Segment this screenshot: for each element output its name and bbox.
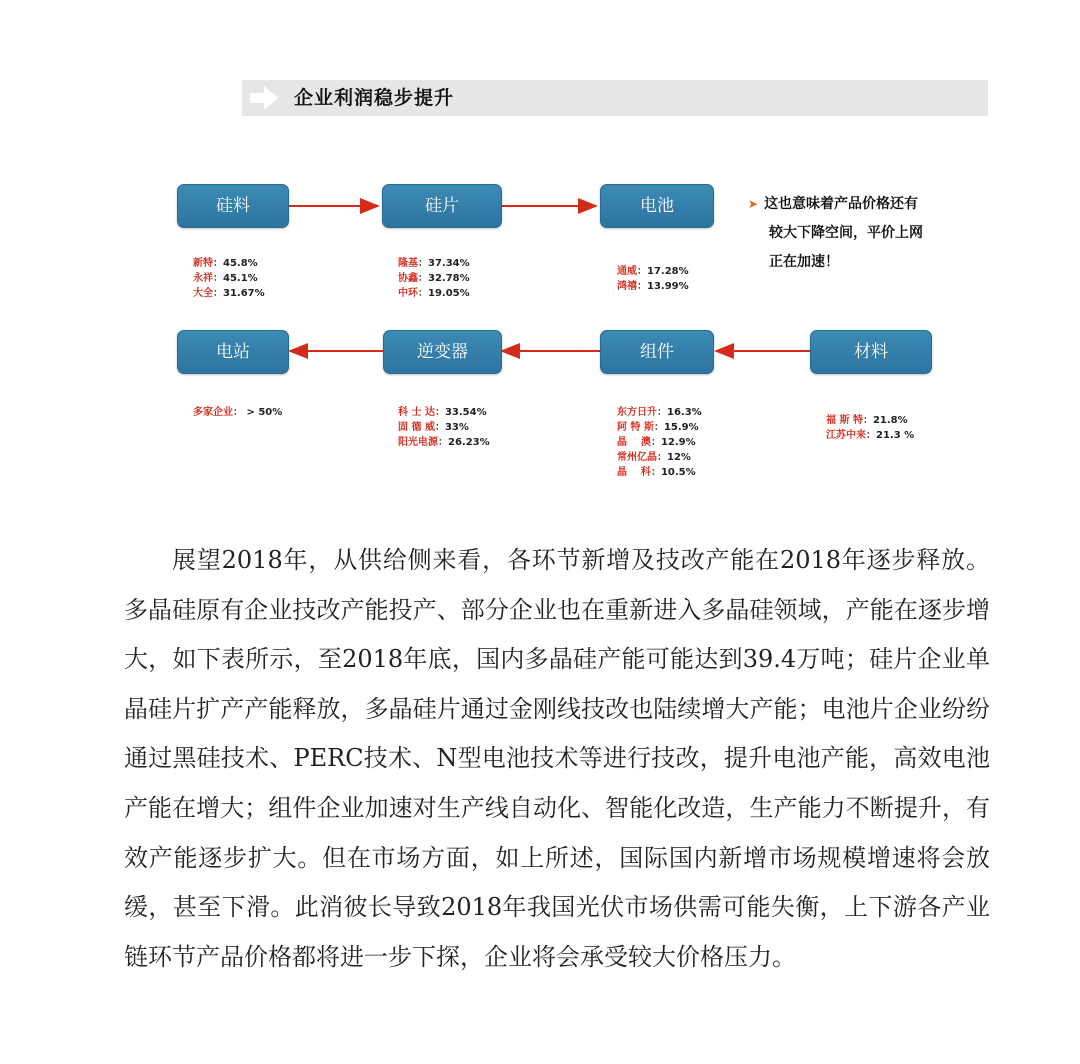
- share-item: 协鑫：32.78%: [398, 273, 470, 284]
- share-item: 晶 澳：12.9%: [617, 437, 696, 448]
- share-item: 隆基：37.34%: [398, 258, 470, 269]
- body-paragraph: 展望2018年，从供给侧来看，各环节新增及技改产能在2018年逐步释放。多晶硅原有企业技改产能投产、部分企业也在重新进入多晶硅领域，产能在逐步增大，如下表所示，至2018年底，国内多晶硅产能可能达到39.4万吨；硅片企业单晶硅片扩产产能释放，多晶硅片通过金刚线技改也陆续增大产能；电池片企业纷纷通过黑硅技术、PERC技术、N型电池技术等进行技改，提升电池产能，高效电池产能在增大；组件企业加速对生产线自动化、智能化改造，生产能力不断提升，有效产能逐步扩大。但在市场方面，如上所述，国际国内新增市场规模增速将会放缓，甚至下滑。此消彼长导致2018年我国光伏市场供需可能失衡，上下游各产业链环节产品价格都将进一步下探，企业将会承受较大价格压力。: [124, 546, 990, 971]
- share-item: 晶 科：10.5%: [617, 467, 696, 478]
- share-item: 科 士 达：33.54%: [398, 407, 487, 418]
- share-list-power-station: [193, 405, 282, 420]
- share-list-cell: [617, 264, 689, 294]
- share-item: 通威：17.28%: [617, 266, 689, 277]
- section-title: 企业利润稳步提升: [294, 87, 455, 109]
- share-item: 永祥：45.1%: [193, 273, 258, 284]
- node-material: 材料: [810, 330, 932, 374]
- share-item: 鸿禧：13.99%: [617, 281, 689, 292]
- share-list-module: [617, 405, 702, 480]
- share-list-inverter: [398, 405, 490, 450]
- share-item: 福 斯 特：21.8%: [826, 415, 908, 426]
- node-wafer: 硅片: [382, 184, 502, 228]
- share-list-wafer: [398, 256, 470, 301]
- bullet-arrow-icon: ➤: [748, 197, 759, 211]
- share-item: 固 德 威：33%: [398, 422, 469, 433]
- share-item: 东方日升：16.3%: [617, 407, 702, 418]
- share-item: 大全：31.67%: [193, 288, 265, 299]
- share-item: 常州亿晶：12%: [617, 452, 691, 463]
- share-list-silicon: [193, 256, 265, 301]
- share-item: 中环：19.05%: [398, 288, 470, 299]
- node-inverter: 逆变器: [383, 330, 502, 374]
- share-item: 多家企业： > 50%: [193, 407, 283, 418]
- share-item: 阿 特 斯：15.9%: [617, 422, 699, 433]
- share-item: 阳光电源：26.23%: [398, 437, 490, 448]
- node-power-station: 电站: [177, 330, 289, 374]
- share-item: 新特：45.8%: [193, 258, 258, 269]
- industry-chain-diagram: [0, 0, 1080, 520]
- price-note: ➤ 这也意味着产品价格还有 较大下降空间，平价上网 正在加速！: [748, 196, 923, 270]
- node-module: 组件: [600, 330, 714, 374]
- node-silicon: 硅料: [177, 184, 289, 228]
- node-cell: 电池: [600, 184, 714, 228]
- share-item: 江苏中来：21.3 %: [826, 430, 915, 441]
- share-list-material: [826, 413, 914, 443]
